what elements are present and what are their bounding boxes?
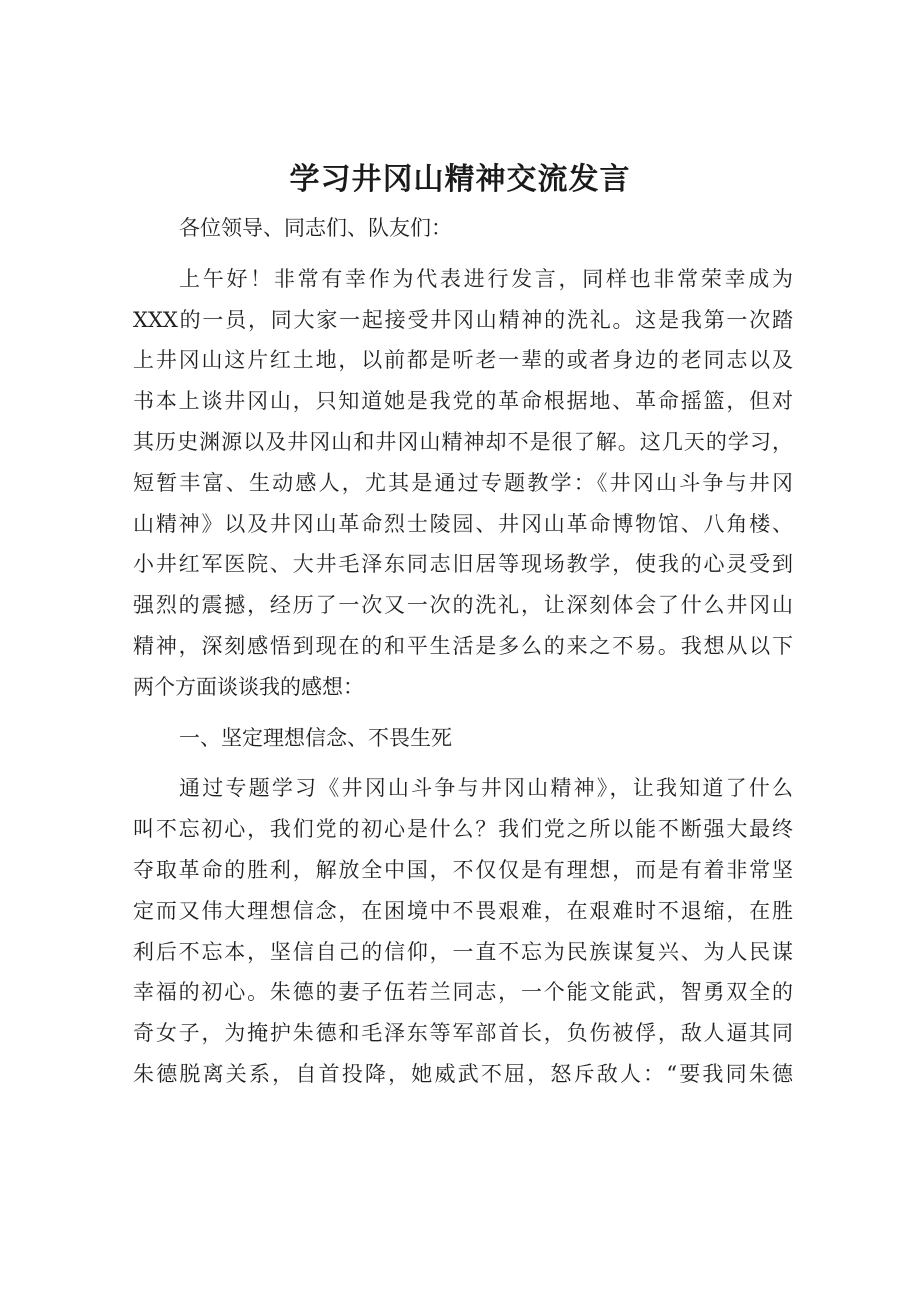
- paragraph-1-line: 短暂丰富、生动感人，尤其是通过专题教学：《井冈山斗争与井冈: [133, 470, 793, 495]
- paragraph-gap: [133, 708, 793, 718]
- paragraph-2-line: 利后不忘本，坚信自己的信仰，一直不忘为民族谋复兴、为人民谋: [133, 939, 793, 964]
- paragraph-2-line: 通过专题学习《井冈山斗争与井冈山精神》，让我知道了什么: [179, 776, 793, 801]
- paragraph-1-line: 上午好！非常有幸作为代表进行发言，同样也非常荣幸成为: [179, 266, 793, 291]
- paragraph-2-line: 夺取革命的胜利，解放全中国，不仅仅是有理想，而是有着非常坚: [133, 857, 793, 882]
- paragraph-1-line: 其历史渊源以及井冈山和井冈山精神却不是很了解。这几天的学习，: [133, 429, 793, 454]
- page-title: 学习井冈山精神交流发言: [289, 162, 631, 197]
- paragraph-1-line: 强烈的震撼，经历了一次又一次的洗礼，让深刻体会了什么井冈山: [133, 593, 793, 618]
- paragraph-2-line: 定而又伟大理想信念，在困境中不畏艰难，在艰难时不退缩，在胜: [133, 898, 793, 923]
- paragraph-1-line: XXX的一员，同大家一起接受井冈山精神的洗礼。这是我第一次踏: [133, 307, 793, 332]
- document-body: [133, 208, 793, 1095]
- paragraph-gap: [133, 758, 793, 768]
- paragraph-1-line: 书本上谈井冈山，只知道她是我党的革命根据地、革命摇篮，但对: [133, 389, 793, 414]
- paragraph-2-line: 奇女子，为掩护朱德和毛泽东等军部首长，负伤被俘，敌人逼其同: [133, 1021, 793, 1046]
- paragraph-2-line: 幸福的初心。朱德的妻子伍若兰同志，一个能文能武，智勇双全的: [133, 980, 793, 1005]
- paragraph-1-line: 精神，深刻感悟到现在的和平生活是多么的来之不易。我想从以下: [133, 633, 793, 658]
- paragraph-1-line: 两个方面谈谈我的感想：: [133, 674, 364, 699]
- paragraph-gap: [133, 249, 793, 259]
- paragraph-2-line: 朱德脱离关系，自首投降，她威武不屈，怒斥敌人：“要我同朱德: [133, 1061, 793, 1086]
- paragraph-1-line: 上井冈山这片红土地，以前都是听老一辈的或者身边的老同志以及: [133, 348, 793, 373]
- paragraph-1-line: 小井红军医院、大井毛泽东同志旧居等现场教学，使我的心灵受到: [133, 552, 793, 577]
- paragraph-1-line: 山精神》以及井冈山革命烈士陵园、井冈山革命博物馆、八角楼、: [133, 511, 793, 536]
- salutation: 各位领导、同志们、队友们：: [179, 216, 452, 240]
- paragraph-2-line: 叫不忘初心，我们党的初心是什么？我们党之所以能不断强大最终: [133, 817, 793, 842]
- section-heading: 一、坚定理想信念、不畏生死: [179, 725, 452, 750]
